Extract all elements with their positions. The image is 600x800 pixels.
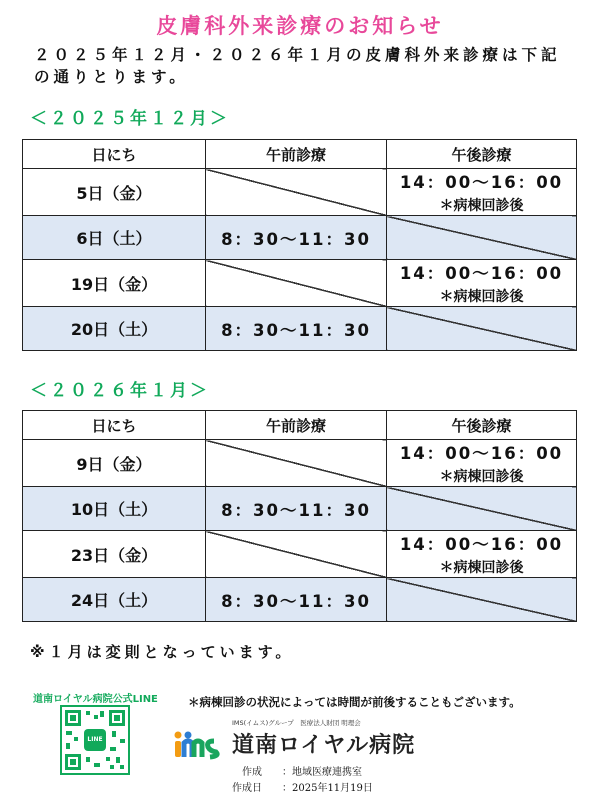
am-time: 8：30～11：30 [221, 229, 371, 249]
am-empty-cell [206, 260, 387, 307]
am-empty-cell [206, 169, 387, 216]
pm-note: ＊病棟回診後 [439, 560, 524, 576]
day-cell: 6日（土） [23, 216, 206, 260]
header-day: 日にち [23, 140, 206, 169]
table-row [23, 169, 577, 216]
am-empty-cell [206, 531, 387, 578]
line-qr-code[interactable] [60, 705, 130, 775]
pm-note: ＊病棟回診後 [439, 469, 524, 485]
bottom-note: ＊病棟回診の状況によっては時間が前後することもございます。 [188, 695, 521, 709]
schedule-table-dec [22, 139, 577, 351]
pm-time: 14：00～16：00 [399, 173, 564, 192]
table-row [23, 487, 577, 531]
qr-center-label: LINE [87, 736, 103, 743]
pm-empty-cell [387, 487, 577, 531]
header-day: 日にち [23, 411, 206, 440]
pm-time-cell [387, 531, 577, 578]
day-cell: 20日（土） [23, 307, 206, 351]
am-time-cell [206, 487, 387, 531]
day-cell: 24日（土） [23, 578, 206, 622]
pm-time: 14：00～16：00 [399, 264, 564, 283]
pm-note: ＊病棟回診後 [439, 289, 524, 305]
hospital-name: 道南ロイヤル病院 [232, 733, 416, 758]
am-time-cell [206, 578, 387, 622]
am-time: 8：30～11：30 [221, 320, 371, 340]
header-am: 午前診療 [206, 411, 387, 440]
table-row [23, 260, 577, 307]
pm-time-cell [387, 169, 577, 216]
schedule-table-jan [22, 410, 577, 622]
header-pm: 午後診療 [387, 411, 577, 440]
author-label: 作成 [242, 767, 272, 778]
ims-logo-icon [172, 730, 228, 760]
table-row [23, 578, 577, 622]
hospital-logo [172, 730, 228, 764]
pm-empty-cell [387, 216, 577, 260]
pm-time-cell [387, 260, 577, 307]
am-empty-cell [206, 440, 387, 487]
pm-empty-cell [387, 578, 577, 622]
date-label: 作成日 [232, 783, 262, 794]
line-label: 道南ロイヤル病院公式LINE [33, 694, 158, 705]
table-row [23, 440, 577, 487]
pm-note: ＊病棟回診後 [439, 198, 524, 214]
am-time-cell [206, 307, 387, 351]
table-row [23, 216, 577, 260]
month-heading-dec: ＜２０２５年１２月＞ [30, 109, 230, 129]
day-cell: 9日（金） [23, 440, 206, 487]
header-pm: 午後診療 [387, 140, 577, 169]
group-affiliation: IMS(イムス)グループ 医療法人財団 明理会 [232, 719, 361, 727]
header-am: 午前診療 [206, 140, 387, 169]
table-row [23, 531, 577, 578]
table-row [23, 307, 577, 351]
pm-time: 14：00～16：00 [399, 444, 564, 463]
intro-text: ２０２５年１２月・２０２６年１月の皮膚科外来診療は下記の通りとります。 [34, 46, 561, 86]
pm-time: 14：00～16：00 [399, 535, 564, 554]
day-cell: 23日（金） [23, 531, 206, 578]
day-cell: 5日（金） [23, 169, 206, 216]
schedule-notice: ※１月は変則となっています。 [30, 643, 295, 661]
am-time: 8：30～11：30 [221, 591, 371, 611]
day-cell: 10日（土） [23, 487, 206, 531]
month-heading-jan: ＜２０２６年１月＞ [30, 381, 210, 401]
author-value: ：地域医療連携室 [282, 767, 362, 778]
pm-empty-cell [387, 307, 577, 351]
day-cell: 19日（金） [23, 260, 206, 307]
pm-time-cell [387, 440, 577, 487]
page-title: 皮膚科外来診療のお知らせ [156, 14, 444, 38]
am-time: 8：30～11：30 [221, 500, 371, 520]
am-time-cell [206, 216, 387, 260]
date-value: ：2025年11月19日 [282, 783, 373, 794]
